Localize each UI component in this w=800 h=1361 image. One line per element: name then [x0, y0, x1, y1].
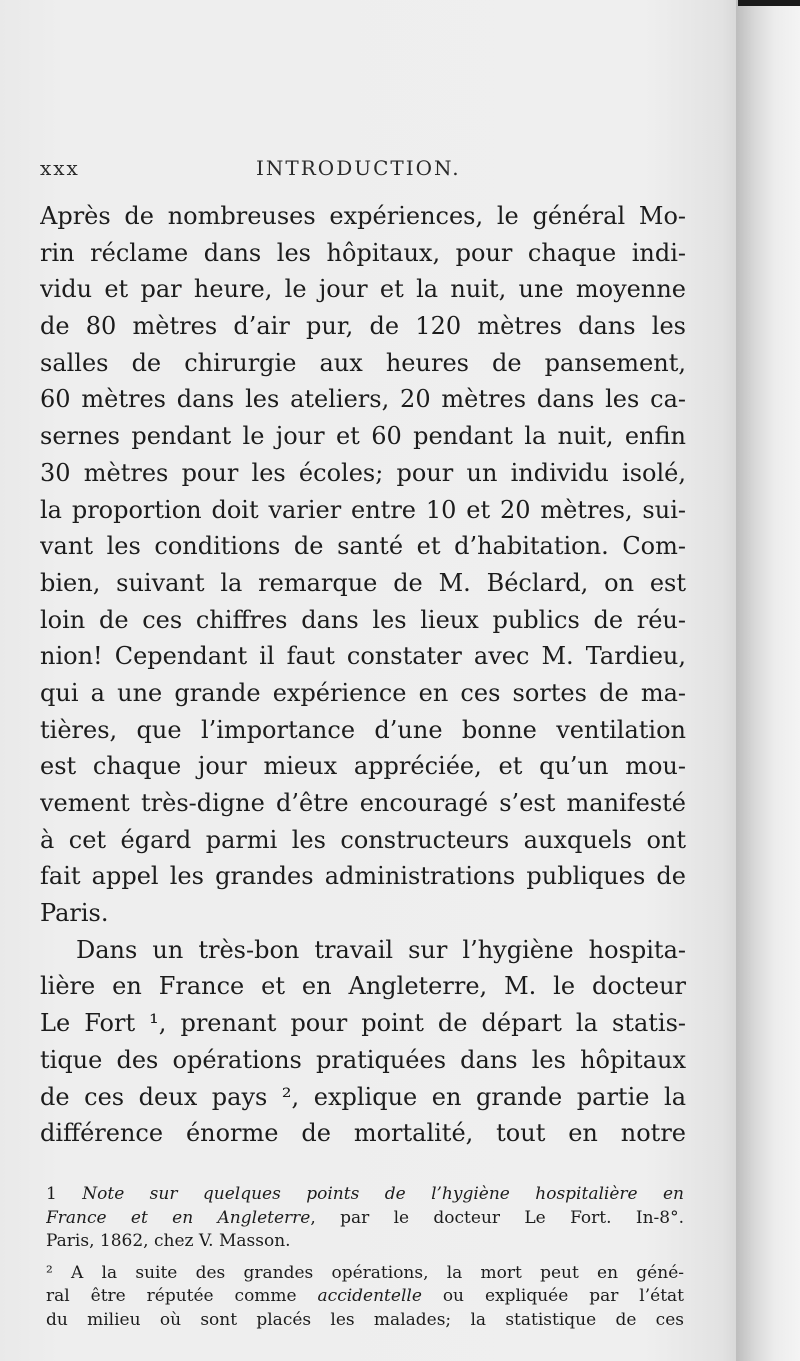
text-line: Paris. [40, 899, 109, 928]
text-line: tières, que l’importance d’une bonne ventilation [40, 715, 686, 744]
footnote-title-italic: Note sur quelques points de l’hygiène hospitalière en [82, 1184, 684, 1204]
text-line: salles de chirurgie aux heures de pansement, [40, 348, 686, 377]
adjacent-page-edge [736, 0, 800, 1361]
text-line: Le Fort ¹, prenant pour point de départ la statis- [40, 1009, 686, 1038]
text-line: vidu et par heure, le jour et la nuit, une moyenne [40, 275, 686, 304]
footnote-1-line: Paris, 1862, chez V. Masson. [46, 1231, 291, 1252]
running-title: INTRODUCTION. [256, 156, 461, 180]
text-line: différence énorme de mortalité, tout en notre [40, 1119, 686, 1148]
text-line: sernes pendant le jour et 60 pendant la nuit, enfin [40, 422, 686, 451]
body-text [40, 198, 686, 1152]
footnote-title-italic: France et en Angleterre [46, 1207, 311, 1228]
text-line: de 80 mètres d’air pur, de 120 mètres dans les [40, 312, 686, 341]
text-line: nion! Cependant il faut constater avec M. Tardieu, [40, 642, 686, 671]
page-number: xxx [40, 156, 80, 180]
footnote-text: ral être réputée comme [46, 1286, 318, 1307]
text-line: Après de nombreuses expériences, le général Mo- [40, 202, 686, 230]
text-line: est chaque jour mieux appréciée, et qu’un mou- [40, 752, 686, 781]
footnote-marker: 1 [46, 1184, 57, 1204]
page-header [40, 156, 690, 186]
text-line: tique des opérations pratiquées dans les hôpitaux [40, 1045, 686, 1074]
text-line: vant les conditions de santé et d’habitation. Com- [40, 532, 686, 561]
footnote-text: ou expliquée par l’état [421, 1286, 684, 1307]
footnote-italic-word: accidentelle [317, 1286, 422, 1307]
scan-border [738, 0, 800, 6]
text-line: vement très-digne d’être encouragé s’est manifesté [40, 789, 686, 817]
text-line: bien, suivant la remarque de M. Béclard, on est [40, 568, 686, 597]
footnote-2-line [46, 1285, 684, 1309]
text-line: 30 mètres pour les écoles; pour un individu isolé, [40, 458, 686, 487]
text-line: de ces deux pays ², explique en grande partie la [40, 1082, 686, 1111]
footnote-2-line: ² A la suite des grandes opérations, la mort peut en géné- [46, 1262, 684, 1283]
text-line: à cet égard parmi les constructeurs auxquels ont [40, 825, 686, 854]
footnotes [46, 1183, 684, 1333]
footnote-2-line: du milieu où sont placés les malades; la statistique de ces [46, 1309, 684, 1330]
footnote-1-line [46, 1183, 684, 1207]
text-line: rin réclame dans les hôpitaux, pour chaque indi- [40, 238, 686, 267]
footnote-1-line [46, 1207, 684, 1231]
text-line: loin de ces chiffres dans les lieux publics de réu- [40, 605, 686, 634]
text-line: lière en France et en Angleterre, M. le docteur [40, 972, 686, 1001]
text-line: 60 mètres dans les ateliers, 20 mètres dans les ca- [40, 385, 686, 414]
text-line: qui a une grande expérience en ces sortes de ma- [40, 678, 686, 707]
text-line: fait appel les grandes administrations publiques de [40, 862, 686, 891]
footnote-text: , par le docteur Le Fort. In-8°. [310, 1207, 684, 1228]
paragraph-first-line: Dans un très-bon travail sur l’hygiène hospita- [76, 935, 686, 964]
text-line: la proportion doit varier entre 10 et 20 mètres, sui- [40, 495, 686, 524]
